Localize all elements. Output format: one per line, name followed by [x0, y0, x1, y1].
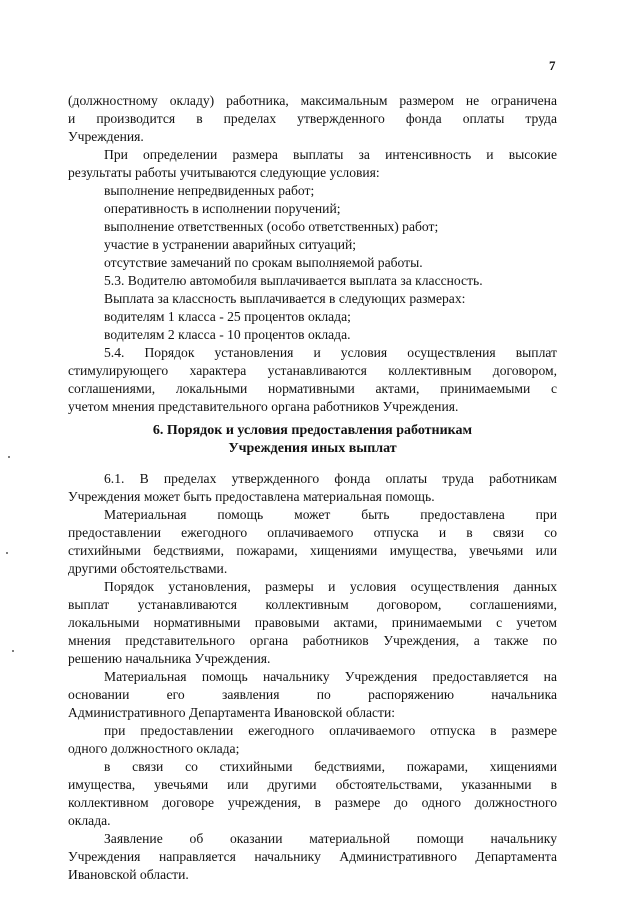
list-item: отсутствие замечаний по срокам выполняемой работы.	[104, 255, 423, 270]
text-line: (должностному окладу) работника, максимальным размером не ограничена	[68, 93, 557, 108]
text-line: 5.4. Порядок установления и условия осуществления выплат	[104, 345, 557, 360]
text-line: выплат устанавливаются коллективным договором, соглашениями,	[68, 597, 557, 612]
text-line: Административного Департамента Ивановской области:	[68, 705, 396, 720]
text-line: При определении размера выплаты за интенсивность и высокие	[104, 147, 557, 162]
text-line: стимулирующего характера устанавливаются коллективным договором,	[68, 363, 557, 378]
text-line: учетом мнения представительного органа работников Учреждения.	[68, 399, 459, 414]
text-line: Ивановской области.	[68, 867, 189, 882]
list-item: выполнение непредвиденных работ;	[104, 183, 315, 198]
text-line: решению начальника Учреждения.	[68, 651, 271, 666]
section-heading: Учреждения иных выплат	[228, 441, 397, 456]
text-line: Учреждения направляется начальнику Административного Департамента	[68, 849, 557, 864]
text-line: 5.3. Водителю автомобиля выплачивается выплата за классность.	[104, 273, 483, 288]
text-line: 6.1. В пределах утвержденного фонда оплаты труда работникам	[104, 471, 557, 486]
text-line: другими обстоятельствами.	[68, 561, 228, 576]
section-heading: 6. Порядок и условия предоставления работникам	[152, 423, 473, 438]
page-number: 7	[549, 58, 556, 73]
text-line: Порядок установления, размеры и условия осуществления данных	[104, 579, 557, 594]
list-item: водителям 2 класса - 10 процентов оклада.	[104, 327, 351, 342]
list-item: в связи со стихийными бедствиями, пожарами, хищениями	[104, 759, 557, 774]
scan-speck	[12, 650, 14, 652]
text-line: Материальная помощь начальнику Учреждения предоставляется на	[104, 669, 557, 684]
scan-speck	[8, 456, 10, 458]
list-item: при предоставлении ежегодного оплачиваемого отпуска в размере	[104, 723, 557, 738]
text-line: мнения представительного органа работников Учреждения, а также по	[68, 633, 557, 648]
text-line: Выплата за классность выплачивается в следующих размерах:	[104, 291, 466, 306]
text-line: одного должностного оклада;	[68, 741, 240, 756]
text-line: соглашениями, локальными нормативными актами, принимаемыми с	[68, 381, 557, 396]
text-line: стихийными бедствиями, пожарами, хищениями имущества, увечьями или	[68, 543, 557, 558]
text-line: и производится в пределах утвержденного фонда оплаты труда	[68, 111, 557, 126]
text-line: локальными нормативными правовыми актами, принимаемыми с учетом	[68, 615, 557, 630]
list-item: выполнение ответственных (особо ответственных) работ;	[104, 219, 439, 234]
text-line: Заявление об оказании материальной помощи начальнику	[104, 831, 557, 846]
text-line: оклада.	[68, 813, 111, 828]
list-item: водителям 1 класса - 25 процентов оклада;	[104, 309, 351, 324]
text-line: основании его заявления по распоряжению начальника	[68, 687, 557, 702]
list-item: участие в устранении аварийных ситуаций;	[104, 237, 357, 252]
text-line: Учреждения может быть предоставлена материальная помощь.	[68, 489, 435, 504]
scan-speck	[6, 552, 8, 554]
text-line: коллективном договоре учреждения, в размере до одного должностного	[68, 795, 557, 810]
text-line: Учреждения.	[68, 129, 144, 144]
text-line: Материальная помощь может быть предоставлена при	[104, 507, 557, 522]
list-item: оперативность в исполнении поручений;	[104, 201, 341, 216]
text-line: предоставлении ежегодного оплачиваемого отпуска и в связи со	[68, 525, 557, 540]
text-line: результаты работы учитываются следующие условия:	[68, 165, 380, 180]
text-line: имущества, увечьями или другими обстоятельствами, указанными в	[68, 777, 557, 792]
